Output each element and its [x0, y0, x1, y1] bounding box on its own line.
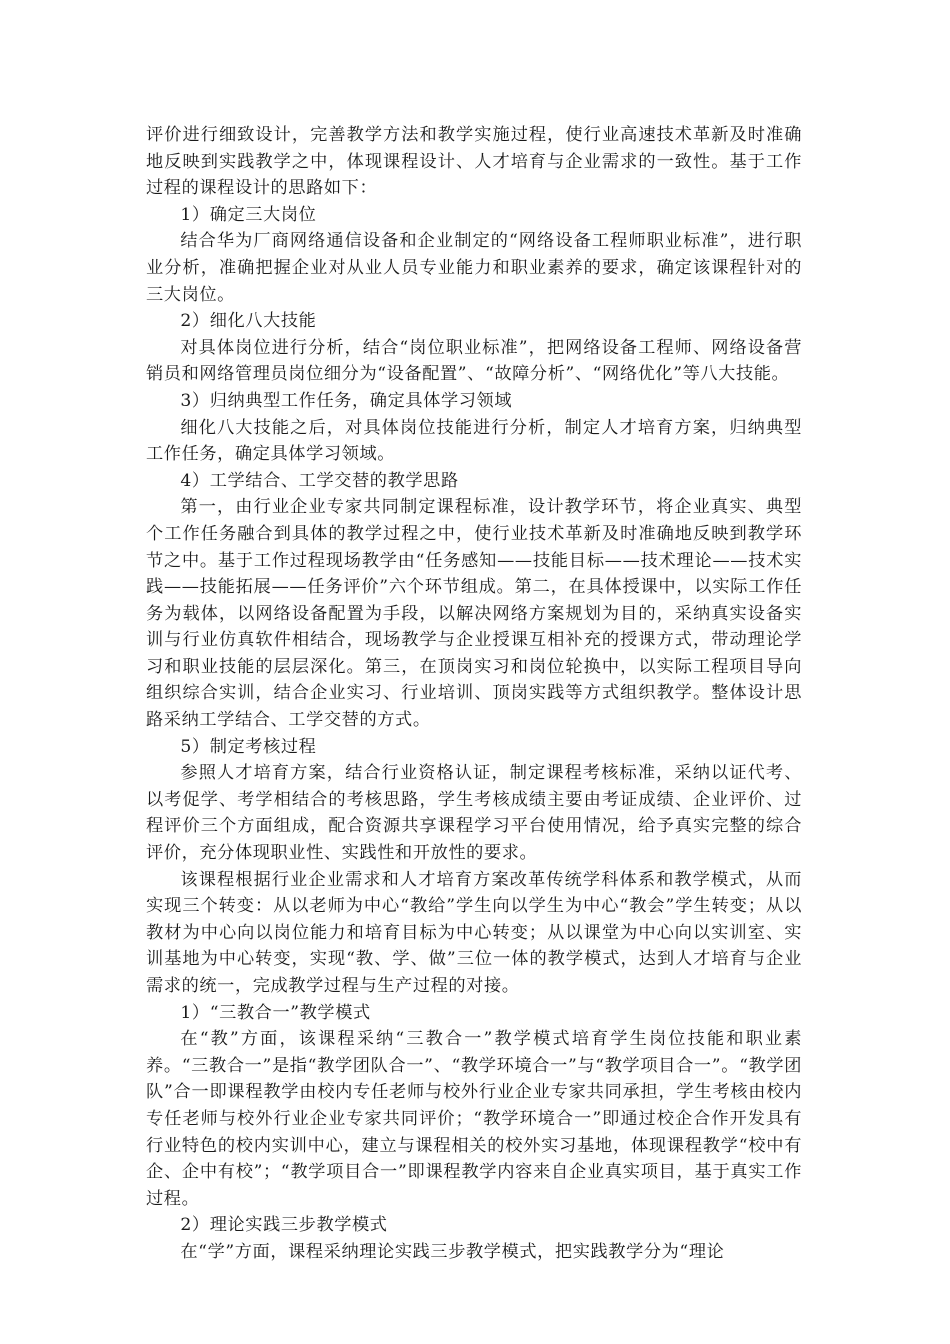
heading-1-determine-three-positions: 1）确定三大岗位: [180, 204, 317, 225]
document-body: [146, 122, 802, 1266]
paragraph: 该课程根据行业企业需求和人才培育方案改革传统学科体系和教学模式，从而实现三个转变：从以老师为中心“教给”学生向以学生为中心“教会”学生转变；从以教材为中心向以岗位能力和培育目标为中心转变；从以课堂为中心向以实训室、实训基地为中心转变，实现“教、学、做”三位一体的教学模式，达到人才培育与企业需求的统一，完成教学过程与生产过程的对接。: [146, 869, 802, 996]
heading-4-work-study-approach: 4）工学结合、工学交替的教学思路: [180, 470, 459, 491]
heading-5-assessment-process: 5）制定考核过程: [180, 736, 317, 757]
paragraph: 对具体岗位进行分析，结合“岗位职业标准”，把网络设备工程师、网络设备营销员和网络管理员岗位细分为“设备配置”、“故障分析”、“网络优化”等八大技能。: [146, 337, 802, 385]
paragraph: 在“教”方面，该课程采纳“三教合一”教学模式培育学生岗位技能和职业素养。“三教合一”是指“教学团队合一”、“教学环境合一”与“教学项目合一”。“教学团队”合一即课程教学由校内专任老师与校外行业企业专家共同承担，学生考核由校内专任老师与校外行业企业专家共同评价；“教学环境合一”即通过校企合作开发具有行业特色的校内实训中心，建立与课程相关的校外实习基地，体现课程教学“校中有企、企中有校”；“教学项目合一”即课程教学内容来自企业真实项目，基于真实工作过程。: [146, 1029, 802, 1209]
paragraph: 结合华为厂商网络通信设备和企业制定的“网络设备工程师职业标准”，进行职业分析，准确把握企业对从业人员专业能力和职业素养的要求，确定该课程针对的三大岗位。: [146, 231, 802, 305]
heading-2-refine-eight-skills: 2）细化八大技能: [180, 311, 317, 332]
heading-3-typical-tasks: 3）归纳典型工作任务，确定具体学习领域: [180, 390, 513, 411]
paragraph: 细化八大技能之后，对具体岗位技能进行分析，制定人才培育方案，归纳典型工作任务，确定具体学习领域。: [146, 417, 802, 465]
paragraph: 第一，由行业企业专家共同制定课程标准，设计教学环节，将企业真实、典型个工作任务融合到具体的教学过程之中，使行业技术革新及时准确地反映到教学环节之中。基于工作过程现场教学由“任务感知——技能目标——技术理论——技术实践——技能拓展——任务评价”六个环节组成。第二，在具体授课中，以实际工作任务为载体，以网络设备配置为手段，以解决网络方案规划为目的，采纳真实设备实训与行业仿真软件相结合，现场教学与企业授课互相补充的授课方式，带动理论学习和职业技能的层层深化。第三，在顶岗实习和岗位轮换中，以实际工程项目导向组织综合实训，结合企业实习、行业培训、顶岗实践等方式组织教学。整体设计思路采纳工学结合、工学交替的方式。: [146, 497, 802, 731]
paragraph: 在“学”方面，课程采纳理论实践三步教学模式，把实践教学分为“理论: [180, 1241, 725, 1262]
paragraph-intro: 评价进行细致设计，完善教学方法和教学实施过程，使行业高速技术革新及时准确地反映到实践教学之中，体现课程设计、人才培育与企业需求的一致性。基于工作过程的课程设计的思路如下：: [146, 125, 802, 199]
heading-2-three-step-model: 2）理论实践三步教学模式: [180, 1215, 388, 1236]
heading-1-three-in-one-model: 1）“三教合一”教学模式: [180, 1002, 371, 1023]
paragraph: 参照人才培育方案，结合行业资格认证，制定课程考核标准，采纳以证代考、以考促学、考学相结合的考核思路，学生考核成绩主要由考证成绩、企业评价、过程评价三个方面组成，配合资源共享课程学习平台使用情况，给予真实完整的综合评价，充分体现职业性、实践性和开放性的要求。: [146, 763, 802, 864]
